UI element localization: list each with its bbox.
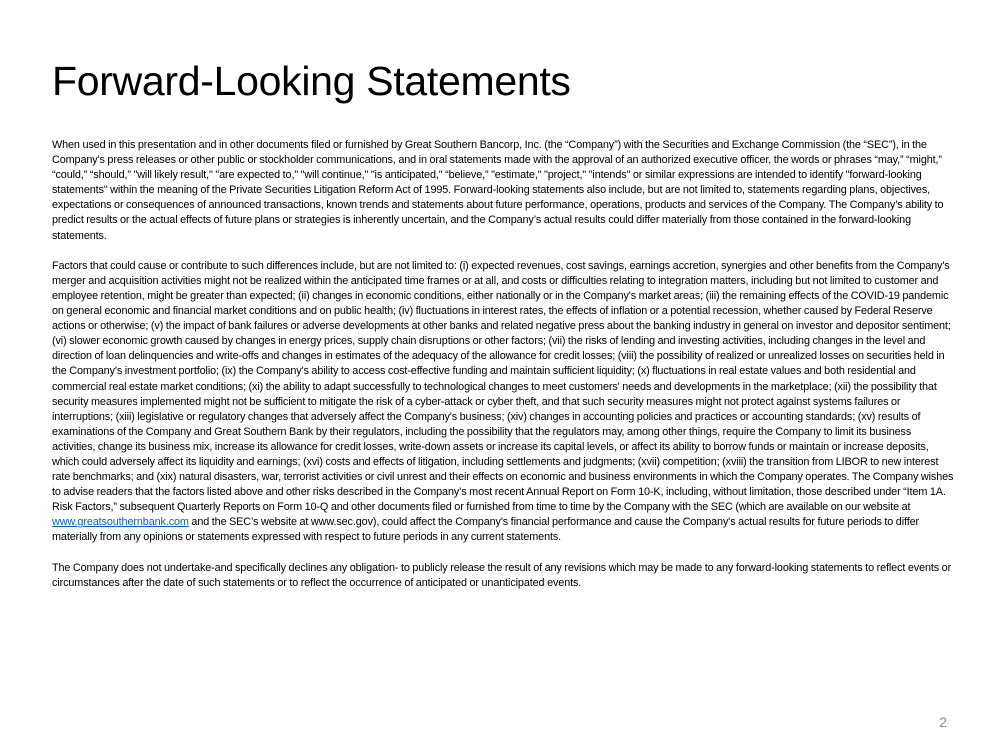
disclaimer-paragraph: The Company does not undertake-and specifically declines any obligation- to publicly release the result of any revisions which may be made to any forward-looking statements to reflect events or circumstances after the date of such statements or to reflect the occurrence of anticipated or unanticipated events. xyxy=(52,561,952,589)
intro-paragraph: When used in this presentation and in other documents filed or furnished by Great Southern Bancorp, Inc. (the “Company”) with the Securities and Exchange Commission (the “SEC”), in the Company's press releases or other public or stockholder communications, and in oral statements made with the approval of an authorized executive officer, the words or phrases “may,” “might,” “could,” “should,” "will likely result," "are expected to," "will continue," "is anticipated," “believe,” "estimate," "project," "intends" or similar expressions are intended to identify "forward-looking statements" within the meaning of the Private Securities Litigation Reform Act of 1995. Forward-looking statements also include, but are not limited to, statements regarding plans, objectives, expectations or consequences of announced transactions, known trends and statements about future performance, operations, products and services of the Company. The Company’s ability to predict results or the actual effects of future plans or strategies is inherently uncertain, and the Company’s actual results could differ materially from those contained in the forward-looking statements. xyxy=(52,139,944,242)
risk-factors-text: Factors that could cause or contribute to such differences include, but are not limited to: (i) expected revenues, cost savings, earnings accretion, synergies and other benefits from the Company's merger and acquisition activities might not be realized within the anticipated time frames or at all, and costs or difficulties relating to integration matters, including but not limited to customer and employee retention, might be greater than expected; (ii) changes in economic conditions, either nationally or in the Company's market areas; (iii) the remaining effects of the COVID-19 pandemic on general economic and financial market conditions and on public health; (iv) fluctuations in interest rates, the effects of inflation or a potential recession, whether caused by Federal Reserve actions or otherwise; (v) the impact of bank failures or adverse developments at other banks and related negative press about the banking industry in general on investor and depositor sentiment; (vi) slower economic growth caused by changes in energy prices, supply chain disruptions or other factors; (vii) the risks of lending and investing activities, including changes in the level and direction of loan delinquencies and write-offs and changes in estimates of the adequacy of the allowance for credit losses; (viii) the possibility of realized or unrealized losses on securities held in the Company's investment portfolio; (ix) the Company's ability to access cost-effective funding and maintain sufficient liquidity; (x) fluctuations in real estate values and both residential and commercial real estate market conditions; (xi) the ability to adapt successfully to technological changes to meet customers' needs and developments in the marketplace; (xii) the possibility that security measures implemented might not be sufficient to mitigate the risk of a cyber-attack or cyber theft, and that such security measures might not protect against systems failures or interruptions; (xiii) legislative or regulatory changes that adversely affect the Company's business; (xiv) changes in accounting policies and practices or accounting standards; (xv) results of examinations of the Company and Great Southern Bank by their regulators, including the possibility that the regulators may, among other things, require the Company to limit its business activities, change its business mix, increase its allowance for credit losses, write-down assets or increase its capital levels, or affect its ability to borrow funds or maintain or increase deposits, which could adversely affect its liquidity and earnings; (xvi) costs and effects of litigation, including settlements and judgments; (xvii) competition; (xviii) the transition from LIBOR to new interest rate benchmarks; and (xix) natural disasters, war, terrorist activities or civil unrest and their effects on economic and business environments in which the Company operates. The Company wishes to advise readers that the factors listed above and other risks described in the Company’s most recent Annual Report on Form 10-K, including, without limitation, those described under “Item 1A. Risk Factors,” subsequent Quarterly Reports on Form 10-Q and other documents filed or furnished from time to time by the Company with the SEC (which are available on our website at xyxy=(52,259,954,514)
slide-body xyxy=(52,138,956,591)
company-website-link[interactable]: www.greatsouthernbank.com xyxy=(52,516,189,529)
page-number: 2 xyxy=(939,714,947,730)
risk-factors-text-continued: and the SEC’s website at www.sec.gov), could affect the Company's financial performance and cause the Company's actual results for future periods to differ materially from any opinions or statements expressed with respect to future periods in any current statements. xyxy=(52,516,919,544)
risk-factors-paragraph xyxy=(52,259,956,546)
slide-title: Forward-Looking Statements xyxy=(52,58,571,104)
